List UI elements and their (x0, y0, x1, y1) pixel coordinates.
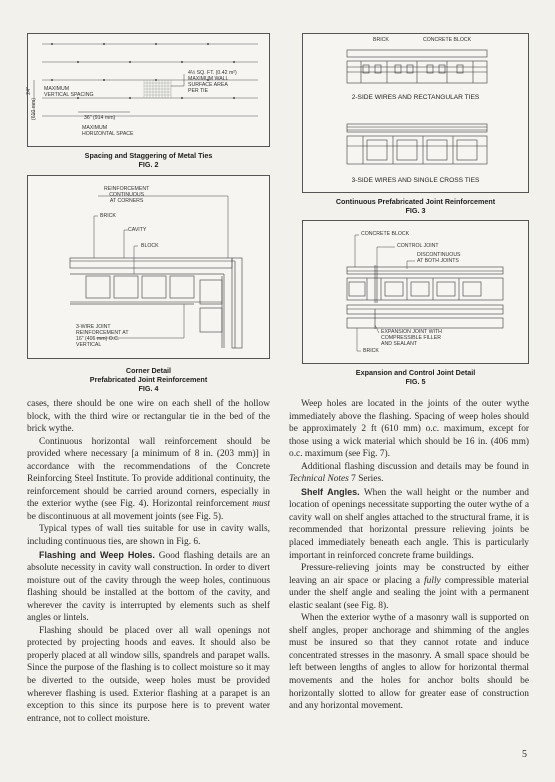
left-column (27, 398, 270, 725)
fig2-area-label: 4½ SQ. FT. (0.42 m²) MAXIMUM WALL SURFACE AREA PER TIE (188, 70, 237, 94)
right-p4-text-a: Pressure-relieving joints may be constructed by either leaving an air space or placing a (289, 563, 529, 586)
fig2-max-horizontal-label: MAXIMUM HORIZONTAL SPACE (82, 125, 134, 137)
right-paragraph-1: Weep holes are located in the joints of the outer wythe immediately above the flashing. Spacing of weep holes should be approximately 2 ft (610 mm) o.c. maximum, except for those using a wick material which should be 16 in. (406 mm) o.c. maximum (see Fig. 7). (289, 399, 529, 460)
left-paragraph-2 (27, 436, 270, 524)
right-column (289, 398, 529, 713)
right-paragraph-2 (289, 461, 529, 486)
fig4-brick-label: BRICK (100, 213, 116, 219)
fig4-reinforcement-label: REINFORCEMENT CONTINUOUS AT CORNERS (104, 186, 150, 204)
fig2-diagram (27, 33, 270, 147)
left-paragraph-1: cases, there should be one wire on each shell of the hollow block, with the third wire or rectangular tie in the bed of the brick wythe. (27, 399, 270, 435)
fig4-diagram (27, 175, 270, 359)
left-paragraph-3: Typical types of wall ties suitable for use in cavity walls, including continuous ties, are shown in Fig. 6. (27, 524, 270, 548)
shelf-angles-heading: Shelf Angles. (301, 486, 360, 497)
left-p2-text-b: be discontinuous at all movement joints (see Fig. 5). (27, 511, 224, 522)
fig4-caption-number: FIG. 4 (138, 384, 159, 393)
fig3-diagram (302, 33, 529, 193)
right-p2-text-a: Additional flashing discussion and details may be found in (301, 461, 529, 472)
fig2-horizontal-value: 36" (914 mm) (84, 115, 116, 121)
fig3-caption-number: FIG. 3 (405, 206, 426, 215)
right-p3-text: When the wall height or the number and location of openings necessitate supporting the outer wythe of a cavity wall on shelf angles attached to the structural frame, it is recommended that horizontal pressure relieving joints be placed immediately beneath each angle. This is particularly important in reinforced concrete frame buildings. (289, 487, 529, 561)
fig4-wire-label: 3-WIRE JOINT REINFORCEMENT AT 16" (406 mm) O.C. VERTICAL (76, 324, 129, 348)
fig2-caption-number: FIG. 2 (138, 160, 159, 169)
fig3-caption-title: Continuous Prefabricated Joint Reinforcement (335, 197, 496, 206)
fig3-brick-label: BRICK (373, 37, 389, 43)
fig5-expansion-joint-label: EXPANSION JOINT WITH COMPRESSIBLE FILLER AND SEALANT (381, 329, 442, 347)
fig4-caption-title: Corner Detail (125, 366, 172, 375)
fig3-block-label: CONCRETE BLOCK (423, 37, 472, 43)
fig5-caption-number: FIG. 5 (405, 377, 426, 386)
fig4-caption-subtitle: Prefabricated Joint Reinforcement (89, 375, 208, 384)
left-p2-text-a: Continuous horizontal wall reinforcement should be provided where necessary [a minimum of 8 in. (203 mm)] in accordance with the recommendations of the Concrete Reinforcing Steel Institute. To provide additional continuity, the reinforcement should be carried around corners, especially in the exterior wythe (see Fig. 4). Horizontal reinforcement (27, 436, 270, 510)
right-paragraph-3 (289, 486, 529, 562)
right-p2-text-b: 7 Series. (348, 474, 384, 485)
right-p4-text-b: compressible material under the shelf angle and sealing the joint with a permanent elastic sealant (see Fig. 8). (289, 575, 529, 611)
fig3-caption (302, 197, 529, 215)
right-paragraph-4 (289, 562, 529, 612)
right-p2-emphasis: Technical Notes (289, 474, 349, 485)
left-paragraph-5: Flashing should be placed over all wall openings not protected by projecting hoods and eaves. It should also be properly placed at all window sills, spandrels and parapet walls. Since the purpose of the flashing is to collect moisture so it may be diverted to the outside, weep holes must be provided wherever flashing is used. Exterior flashing at a parapet is an exception to this since its purpose here is to prevent water entrance, not to collect moisture. (27, 625, 270, 724)
fig3-drawing (303, 34, 528, 192)
fig2-height-mm: (610 mm) (31, 97, 38, 121)
right-paragraph-5: When the exterior wythe of a masonry wall is supported on shelf angles, proper anchorage and shimming of the angles must be insured so that they cannot rotate and induce concentrated stresses in the masonry. A small space should be left between lengths of angles to allow for horizontal thermal movements and the holes for anchor bolts should be horizontally slotted to allow for greater ease of construction and any horizontal movement. (289, 613, 529, 712)
fig5-diagram (302, 220, 529, 364)
fig5-caption (302, 368, 529, 386)
fig2-caption-title: Spacing and Staggering of Metal Ties (84, 151, 213, 160)
flashing-heading: Flashing and Weep Holes. (39, 549, 155, 560)
fig5-control-joint-label: CONTROL JOINT (397, 243, 439, 249)
left-p2-emphasis: must (252, 499, 270, 510)
fig5-block-label: CONCRETE BLOCK (361, 231, 410, 237)
fig4-block-label: BLOCK (141, 243, 159, 249)
left-p4-text: Good flashing details are an absolute necessity in cavity wall construction. In order to divert moisture out of the cavity through the weep holes, continuous flashing should be installed at the bottom of the cavity, and wherever the cavity is interrupted by elements such as shelf angles or lintels. (27, 550, 270, 624)
page-number: 5 (522, 749, 527, 760)
fig5-discontinuous-label: DISCONTINUOUS AT BOTH JOINTS (417, 252, 461, 264)
fig3-subtitle-2side: 2-SIDE WIRES AND RECTANGULAR TIES (351, 94, 480, 101)
fig2-caption (27, 151, 270, 169)
fig3-subtitle-3side: 3-SIDE WIRES AND SINGLE CROSS TIES (351, 177, 480, 184)
right-p4-emphasis: fully (424, 575, 441, 586)
fig5-brick-label: BRICK (363, 348, 379, 354)
fig5-caption-title: Expansion and Control Joint Detail (355, 368, 476, 377)
fig2-height-value: 24" (25, 87, 32, 95)
fig4-caption (27, 366, 270, 393)
fig2-max-vertical-label: MAXIMUM VERTICAL SPACING (44, 86, 94, 98)
left-paragraph-4 (27, 549, 270, 625)
fig4-cavity-label: CAVITY (128, 227, 147, 233)
